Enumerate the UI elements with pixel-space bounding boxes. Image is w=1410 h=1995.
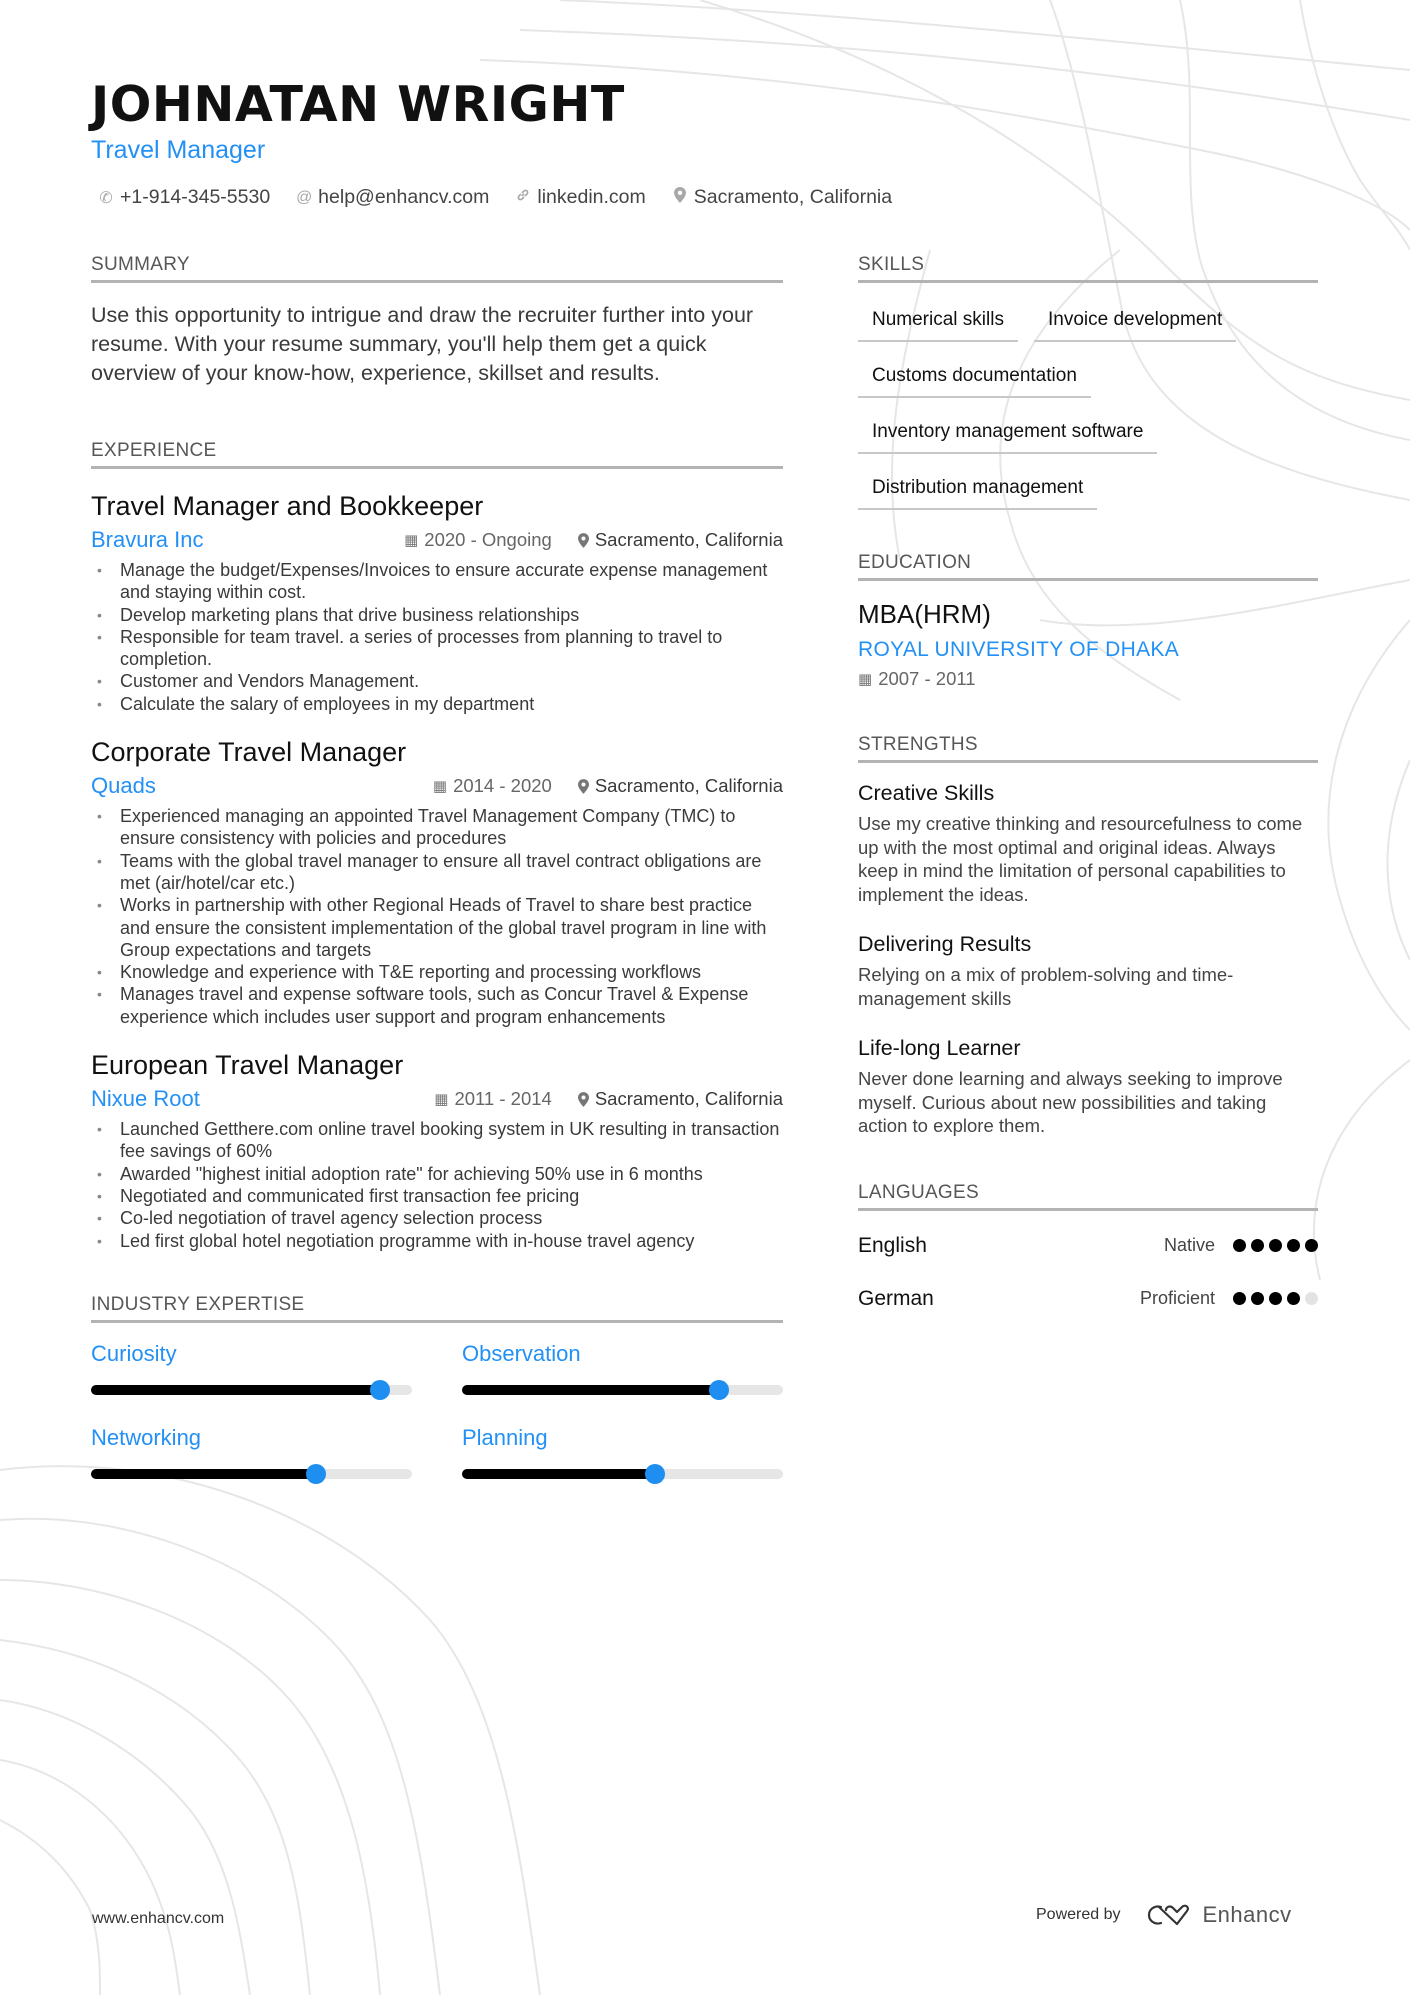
strength-description: Use my creative thinking and resourcefulness to come up with the most optimal and original ideas. Always keep in mind the limitation of personal capabilities to implement the ideas. — [858, 813, 1303, 905]
enhancv-logo[interactable] — [1147, 1902, 1292, 1928]
expertise-slider — [91, 1385, 412, 1395]
skill-tag: Inventory management software — [858, 415, 1157, 454]
location-pin-icon — [578, 779, 589, 794]
expertise-grid — [91, 1341, 783, 1479]
linkedin-text: linkedin.com — [537, 186, 646, 208]
job-entry — [91, 489, 783, 715]
experience-section — [91, 440, 783, 1252]
industry-expertise-section — [91, 1294, 783, 1479]
education-dates — [858, 668, 1318, 690]
strength-title: Delivering Results — [858, 932, 1032, 956]
section-title-industry-expertise: INDUSTRY EXPERTISE — [91, 1294, 783, 1323]
job-meta — [91, 1084, 783, 1114]
languages-section — [858, 1182, 1318, 1314]
filled-dot-icon — [1251, 1239, 1264, 1252]
language-row — [858, 1231, 1318, 1261]
section-title-summary: SUMMARY — [91, 254, 783, 283]
language-level: Proficient — [1139, 1288, 1215, 1308]
summary-text: Use this opportunity to intrigue and draw the recruiter further into your resume. With your resume summary, you'll help them get a quick overview of your know-how, experience, skillset and results. — [91, 303, 754, 385]
expertise-item — [462, 1341, 783, 1395]
job-dates — [434, 1088, 552, 1110]
strength-description: Never done learning and always seeking to improve myself. Curious about new possibilities and taking action to explore them. — [858, 1068, 1283, 1136]
bullet-item: • Experienced managing an appointed Travel Management Company (TMC) to ensure consistency with policies and procedures — [91, 805, 783, 850]
bullet-item: • Launched Getthere.com online travel booking system in UK resulting in transaction fee savings of 60% — [91, 1118, 783, 1163]
language-name: English — [858, 1233, 927, 1257]
powered-by-label: Powered by — [1036, 1906, 1121, 1923]
language-level: Native — [1163, 1235, 1215, 1255]
strength-item — [858, 1036, 1318, 1138]
bullet-item: • Responsible for team travel. a series of processes from planning to travel to completion. — [91, 626, 783, 671]
company-name: Nixue Root — [91, 1086, 200, 1112]
expertise-label: Networking — [91, 1424, 202, 1450]
language-name: German — [858, 1286, 934, 1310]
job-bullets — [91, 1118, 783, 1252]
filled-dot-icon — [1251, 1292, 1264, 1305]
phone-icon: ✆ — [99, 189, 113, 207]
location-pin-icon — [578, 533, 589, 548]
section-title-languages: LANGUAGES — [858, 1182, 1318, 1211]
location-text: Sacramento, California — [594, 775, 783, 797]
link-icon — [515, 188, 531, 207]
location-pin-icon — [672, 187, 688, 208]
dates-text: 2007 - 2011 — [878, 668, 976, 689]
email-text: help@enhancv.com — [318, 186, 490, 208]
candidate-role: Travel Manager — [91, 136, 266, 164]
job-title: European Travel Manager — [91, 1050, 404, 1081]
job-meta — [91, 525, 783, 555]
contact-phone[interactable] — [98, 186, 270, 209]
empty-dot-icon — [1305, 1292, 1318, 1305]
calendar-icon: ▦ — [858, 671, 873, 688]
bullet-item: • Led first global hotel negotiation programme with in-house travel agency — [91, 1230, 783, 1252]
candidate-name: JOHNATAN WRIGHT — [91, 76, 625, 133]
dates-text: 2011 - 2014 — [454, 1088, 552, 1110]
slider-thumb — [370, 1380, 390, 1400]
skill-tag: Distribution management — [858, 471, 1097, 510]
footer-branding — [1036, 1902, 1292, 1928]
bullet-item: • Manages travel and expense software tools, such as Concur Travel & Expense experience which includes user support and program enhancements — [91, 983, 783, 1028]
dates-text: 2020 - Ongoing — [424, 529, 552, 550]
education-section — [858, 552, 1318, 690]
bullet-item: • Works in partnership with other Regional Heads of Travel to share best practice and ensure the consistent implementation of the global travel program in line with Group expectations and targets — [91, 894, 783, 961]
filled-dot-icon — [1305, 1239, 1318, 1252]
section-title-skills: SKILLS — [858, 254, 1318, 283]
strength-title: Life-long Learner — [858, 1036, 1021, 1060]
section-title-education: EDUCATION — [858, 552, 1318, 581]
footer-website[interactable]: www.enhancv.com — [92, 1910, 225, 1927]
expertise-item — [462, 1425, 783, 1479]
job-location — [578, 1088, 783, 1110]
job-title: Corporate Travel Manager — [91, 737, 407, 768]
phone-text: +1-914-345-5530 — [120, 186, 271, 208]
location-text: Sacramento, California — [693, 186, 893, 208]
degree: MBA(HRM) — [858, 599, 991, 629]
filled-dot-icon — [1269, 1239, 1282, 1252]
bullet-item: • Calculate the salary of employees in my department — [91, 693, 783, 715]
slider-fill — [462, 1385, 719, 1395]
contact-location — [672, 186, 892, 209]
filled-dot-icon — [1287, 1239, 1300, 1252]
job-bullets — [91, 559, 783, 715]
skills-section — [858, 254, 1318, 527]
slider-fill — [91, 1469, 316, 1479]
job-title: Travel Manager and Bookkeeper — [91, 491, 484, 521]
expertise-label: Planning — [462, 1424, 548, 1450]
job-meta — [91, 771, 783, 801]
slider-fill — [91, 1385, 380, 1395]
bullet-item: • Manage the budget/Expenses/Invoices to ensure accurate expense management and staying within cost. — [91, 559, 783, 604]
brand-name: Enhancv — [1202, 1902, 1292, 1927]
bullet-item: • Negotiated and communicated first transaction fee pricing — [91, 1185, 783, 1207]
strength-description: Relying on a mix of problem-solving and time-management skills — [858, 964, 1234, 1009]
expertise-slider — [462, 1469, 783, 1479]
job-entry — [91, 1048, 783, 1252]
enhancv-logo-icon — [1147, 1903, 1193, 1927]
job-location — [578, 529, 783, 551]
slider-thumb — [645, 1464, 665, 1484]
contact-email[interactable] — [296, 186, 489, 209]
company-name: Quads — [91, 773, 156, 799]
job-location — [578, 775, 783, 797]
filled-dot-icon — [1233, 1292, 1246, 1305]
slider-thumb — [306, 1464, 326, 1484]
bullet-item: • Develop marketing plans that drive business relationships — [91, 604, 783, 626]
slider-fill — [462, 1469, 655, 1479]
proficiency-dots — [1233, 1292, 1318, 1305]
school-name: ROYAL UNIVERSITY OF DHAKA — [858, 638, 1180, 661]
bullet-item: • Customer and Vendors Management. — [91, 670, 783, 692]
job-dates — [404, 529, 552, 551]
skills-list — [858, 303, 1318, 527]
skill-tag: Customs documentation — [858, 359, 1091, 398]
at-icon: @ — [296, 188, 313, 206]
job-dates — [433, 775, 552, 797]
skill-tag: Invoice development — [1034, 303, 1236, 342]
location-text: Sacramento, California — [594, 1088, 783, 1110]
bullet-item: • Knowledge and experience with T&E reporting and processing workflows — [91, 961, 783, 983]
bullet-item: • Co-led negotiation of travel agency selection process — [91, 1207, 783, 1229]
expertise-slider — [91, 1469, 412, 1479]
language-row — [858, 1284, 1318, 1314]
expertise-label: Observation — [462, 1340, 581, 1366]
job-bullets — [91, 805, 783, 1028]
bullet-item: • Teams with the global travel manager to ensure all travel contract obligations are met (air/hotel/car etc.) — [91, 850, 783, 895]
slider-thumb — [709, 1380, 729, 1400]
right-column — [858, 254, 1318, 1314]
calendar-icon: ▦ — [434, 1091, 449, 1109]
expertise-item — [91, 1341, 412, 1395]
section-title-experience: EXPERIENCE — [91, 440, 783, 469]
expertise-item — [91, 1425, 412, 1479]
summary-section — [91, 254, 783, 388]
contact-bar — [98, 186, 892, 209]
filled-dot-icon — [1233, 1239, 1246, 1252]
location-text: Sacramento, California — [594, 529, 783, 550]
bullet-item: • Awarded "highest initial adoption rate" for achieving 50% use in 6 months — [91, 1163, 783, 1185]
skill-tag: Numerical skills — [858, 303, 1018, 342]
strength-item — [858, 932, 1318, 1010]
section-title-strengths: STRENGTHS — [858, 734, 1318, 763]
job-entry — [91, 735, 783, 1028]
filled-dot-icon — [1269, 1292, 1282, 1305]
location-pin-icon — [578, 1092, 589, 1107]
strength-title: Creative Skills — [858, 781, 995, 805]
proficiency-dots — [1233, 1239, 1318, 1252]
company-name: Bravura Inc — [91, 527, 204, 552]
strength-item — [858, 781, 1318, 906]
strengths-section — [858, 734, 1318, 1138]
expertise-slider — [462, 1385, 783, 1395]
calendar-icon: ▦ — [432, 778, 448, 796]
expertise-label: Curiosity — [91, 1340, 177, 1366]
dates-text: 2014 - 2020 — [453, 775, 552, 797]
left-column — [91, 254, 783, 1479]
filled-dot-icon — [1287, 1292, 1300, 1305]
contact-linkedin[interactable] — [515, 186, 645, 209]
calendar-icon: ▦ — [404, 532, 419, 549]
